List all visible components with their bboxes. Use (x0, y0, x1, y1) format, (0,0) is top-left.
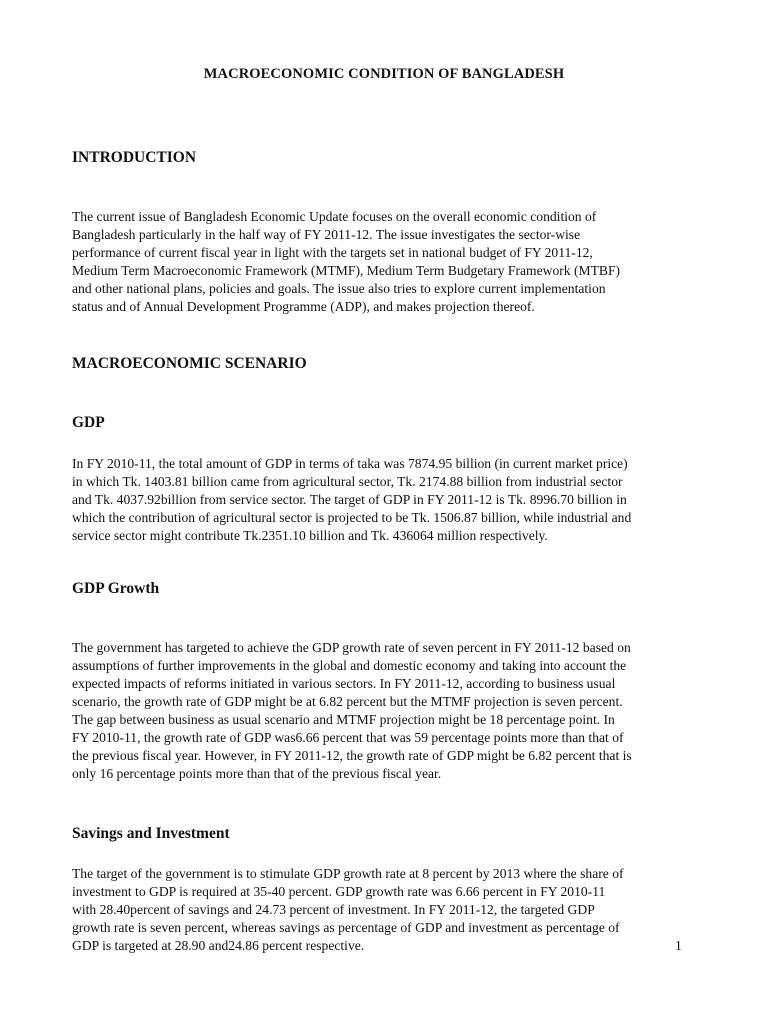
heading-macroeconomic-scenario: MACROECONOMIC SCENARIO (72, 355, 307, 372)
paragraph-introduction: The current issue of Bangladesh Economic Update focuses on the overall economic condition of Bangladesh particularly in the half way of FY 2011-12. The issue investigates the sector-wise performance of current fiscal year in light with the targets set in national budget of FY 2011-12, Medium Term Macroeconomic Framework (MTMF), Medium Term Budgetary Framework (MTBF) and other national plans, policies and goals. The issue also tries to explore current implementation status and of Annual Development Programme (ADP), and makes projection thereof. (72, 209, 621, 314)
heading-introduction: INTRODUCTION (72, 149, 197, 166)
paragraph-gdp-growth: The government has targeted to achieve the GDP growth rate of seven percent in FY 2011-12 based on assumptions of further improvements in the global and domestic economy and taking into account the expected impacts of reforms initiated in various sectors. In FY 2011-12, according to business usual scenario, the growth rate of GDP might be at 6.82 percent but the MTMF projection is seven percent. The gap between business as usual scenario and MTMF projection might be 18 percentage point. In FY 2010-11, the growth rate of GDP was6.66 percent that was 59 percentage points more than that of the previous fiscal year. However, in FY 2011-12, the growth rate of GDP might be 6.82 percent that is only 16 percentage points more than that of the previous fiscal year. (72, 640, 632, 781)
heading-gdp-growth: GDP Growth (72, 580, 160, 597)
heading-gdp: GDP (72, 414, 105, 431)
paragraph-gdp: In FY 2010-11, the total amount of GDP in terms of taka was 7874.95 billion (in current market price) in which Tk. 1403.81 billion came from agricultural sector, Tk. 2174.88 billion from industrial sector and Tk. 4037.92billion from service sector. The target of GDP in FY 2011-12 is Tk. 8996.70 billion in which the contribution of agricultural sector is projected to be Tk. 1506.87 billion, while industrial and service sector might contribute Tk.2351.10 billion and Tk. 436064 million respectively. (72, 456, 632, 543)
document-title: MACROECONOMIC CONDITION OF BANGLADESH (203, 66, 565, 82)
heading-savings-investment: Savings and Investment (72, 825, 230, 842)
page-number: 1 (675, 938, 682, 953)
paragraph-savings-investment: The target of the government is to stimulate GDP growth rate at 8 percent by 2013 where the share of investment to GDP is required at 35-40 percent. GDP growth rate was 6.66 percent in FY 2010-11 with 28.40percent of savings and 24.73 percent of investment. In FY 2011-12, the targeted GDP growth rate is seven percent, whereas savings as percentage of GDP and investment as percentage of GDP is targeted at 28.90 and24.86 percent respective. (72, 866, 624, 953)
